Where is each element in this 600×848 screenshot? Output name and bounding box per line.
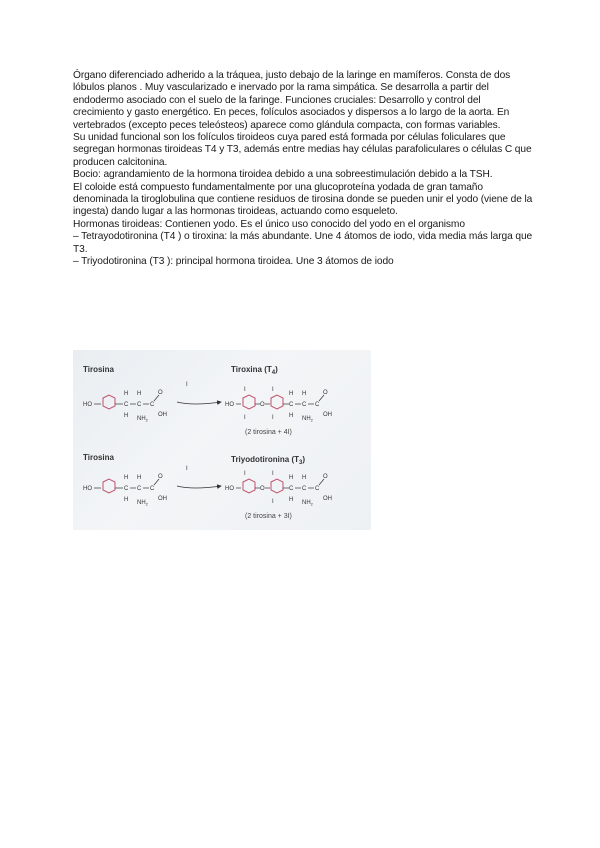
svg-text:H: H <box>124 413 129 419</box>
svg-text:C: C <box>315 402 320 408</box>
paragraph-thyroid-description: Órgano diferenciado adherido a la tráquea, justo debajo de la laringe en mamíferos. Consta de dos lóbulos planos . Muy vascularizado e inervado por la rama simpática. Se desarrolla a partir del endodermo asociado con el suelo de la faringe. Funciones cruciales: Desarrollo y control del crecimiento y gasto energético. En peces, folículos asociados y dispersos a lo largo de la aorta. En vertebrados (excepto peces teleósteos) aparece como glándula compacta, con formas variables. <box>73 70 511 131</box>
svg-text:C: C <box>315 486 320 492</box>
svg-text:HO: HO <box>225 486 234 492</box>
svg-text:O: O <box>323 390 328 396</box>
svg-text:I: I <box>272 387 274 393</box>
svg-text:HO: HO <box>83 402 92 408</box>
svg-text:OH: OH <box>158 412 167 418</box>
svg-text:NH2: $NH_2$ <box>302 416 313 423</box>
svg-text:H: H <box>137 475 142 481</box>
svg-text:O: O <box>260 486 265 492</box>
svg-text:HO: HO <box>225 402 234 408</box>
triiodothyronine-structure <box>225 471 332 507</box>
svg-text:OH: OH <box>158 496 167 502</box>
svg-text:NH2: $NH_2$ <box>137 416 148 423</box>
svg-text:H: H <box>289 497 294 503</box>
svg-text:C: C <box>302 402 307 408</box>
svg-text:C: C <box>150 486 155 492</box>
svg-text:H: H <box>137 391 142 397</box>
svg-text:C: C <box>124 402 129 408</box>
svg-text:H: H <box>302 475 307 481</box>
iodine-top: I <box>186 382 188 388</box>
reaction-arrow-top <box>177 402 221 404</box>
svg-text:C: C <box>150 402 155 408</box>
tyrosine-structure-top <box>83 390 167 423</box>
thyroxine-label: Tiroxina $(T_4)$ <box>231 365 278 376</box>
triiodothyronine-composition-note: (2 tirosina + 3I) <box>245 513 292 520</box>
svg-text:OH: OH <box>323 496 332 502</box>
svg-text:I: I <box>272 499 274 505</box>
svg-text:O: O <box>260 402 265 408</box>
thyroxine-composition-note: (2 tirosina + 4I) <box>245 429 292 436</box>
svg-text:H: H <box>124 391 129 397</box>
thyroxine-structure <box>225 387 332 423</box>
svg-text:C: C <box>302 486 307 492</box>
svg-text:I: I <box>244 471 246 477</box>
svg-text:O: O <box>158 474 163 480</box>
iodine-bottom: I <box>186 466 188 472</box>
svg-text:HO: HO <box>83 486 92 492</box>
tyrosine-label-top: Tirosina <box>83 365 114 374</box>
svg-text:O: O <box>323 474 328 480</box>
svg-text:I: I <box>244 387 246 393</box>
svg-text:C: C <box>289 402 294 408</box>
reaction-arrow-bottom <box>177 486 221 488</box>
svg-text:C: C <box>124 486 129 492</box>
tyrosine-structure-bottom <box>83 474 167 507</box>
paragraph-colloid: El coloide está compuesto fundamentalmente por una glucoproteína yodada de gran tamaño denominada la tiroglobulina que contiene residuos de tirosina donde se pueden unir el yodo (viene de la ingesta) dando lugar a las hormonas tiroideas, actuando como esqueleto. <box>73 181 533 218</box>
svg-text:H: H <box>289 475 294 481</box>
document-body <box>73 70 533 269</box>
paragraph-t4: – Tetrayodotironina (T4 ) o tiroxina: la más abundante. Une 4 átomos de iodo, vida media más larga que T3. <box>73 231 533 255</box>
svg-text:H: H <box>124 475 129 481</box>
svg-text:NH2: $NH_2$ <box>302 500 313 507</box>
svg-text:C: C <box>137 486 142 492</box>
hormone-synthesis-diagram <box>73 350 371 530</box>
svg-text:C: C <box>289 486 294 492</box>
svg-text:I: I <box>272 471 274 477</box>
hormone-synthesis-figure <box>73 350 371 530</box>
paragraph-goiter: Bocio: agrandamiento de la hormona tiroidea debido a una sobreestimulación debido a la TSH. <box>73 169 493 181</box>
svg-text:C: C <box>137 402 142 408</box>
triiodothyronine-label: Triyodotironina $(T_3)$ <box>231 455 306 466</box>
paragraph-t3: – Triyodotironina (T3 ): principal hormona tiroidea. Une 3 átomos de iodo <box>73 256 394 268</box>
paragraph-thyroid-hormones: Hormonas tiroideas: Contienen yodo. Es el único uso conocido del yodo en el organismo <box>73 218 465 230</box>
svg-text:OH: OH <box>323 412 332 418</box>
svg-text:I: I <box>244 415 246 421</box>
svg-text:H: H <box>289 391 294 397</box>
svg-text:I: I <box>272 415 274 421</box>
svg-text:NH2: $NH_2$ <box>137 500 148 507</box>
svg-text:H: H <box>124 497 129 503</box>
svg-text:H: H <box>302 391 307 397</box>
svg-text:O: O <box>158 390 163 396</box>
tyrosine-label-bottom: Tirosina <box>83 453 114 462</box>
svg-text:H: H <box>289 413 294 419</box>
paragraph-functional-unit: Su unidad funcional son los folículos tiroideos cuya pared está formada por células foliculares que segregan hormonas tiroideas T4 y T3, además entre medias hay células parafoliculares o células C que producen calcitonina. <box>73 132 532 168</box>
